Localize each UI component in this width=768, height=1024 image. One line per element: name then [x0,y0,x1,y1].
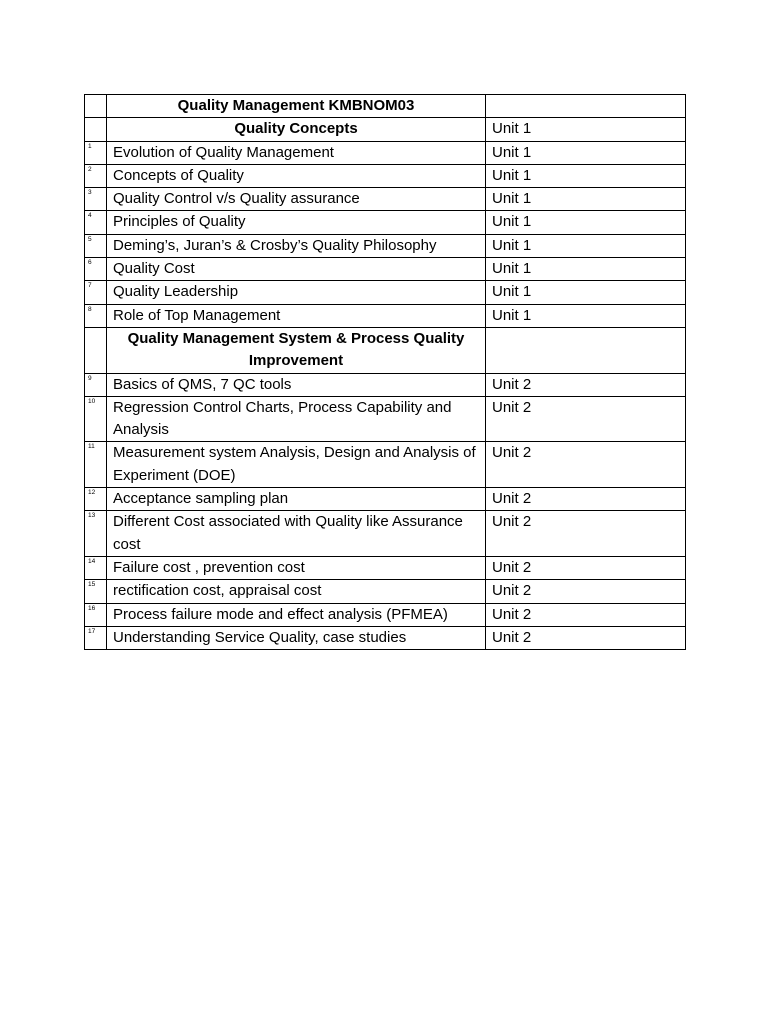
row-number: 13 [85,511,107,557]
table-row [85,281,686,304]
section-heading: Quality Management System & Process Quality Improvement [107,327,486,373]
row-number: 1 [85,141,107,164]
unit-cell: Unit 1 [486,164,686,187]
topic-cell: Role of Top Management [107,304,486,327]
topic-cell: Measurement system Analysis, Design and Analysis of Experiment (DOE) [107,442,486,488]
topic-cell: Evolution of Quality Management [107,141,486,164]
unit-cell: Unit 1 [486,188,686,211]
table-row [85,234,686,257]
row-number: 4 [85,211,107,234]
table-row [85,442,686,488]
unit-cell: Unit 2 [486,373,686,396]
topic-cell: Acceptance sampling plan [107,488,486,511]
unit-cell: Unit 2 [486,442,686,488]
table-row [85,164,686,187]
syllabus-table-body [85,95,686,650]
topic-cell: Basics of QMS, 7 QC tools [107,373,486,396]
topic-cell: Quality Control v/s Quality assurance [107,188,486,211]
row-number: 2 [85,164,107,187]
title-num-cell [85,95,107,118]
course-title: Quality Management KMBNOM03 [107,95,486,118]
row-number: 9 [85,373,107,396]
topic-cell: rectification cost, appraisal cost [107,580,486,603]
row-number: 15 [85,580,107,603]
topic-cell: Quality Cost [107,258,486,281]
unit-cell: Unit 1 [486,258,686,281]
topic-cell: Understanding Service Quality, case studies [107,626,486,649]
unit-cell: Unit 1 [486,141,686,164]
row-number: 11 [85,442,107,488]
section-num-cell [85,327,107,373]
table-row [85,304,686,327]
unit-cell: Unit 1 [486,211,686,234]
topic-cell: Failure cost , prevention cost [107,556,486,579]
topic-cell: Different Cost associated with Quality like Assurance cost [107,511,486,557]
unit-cell: Unit 1 [486,281,686,304]
table-row [85,580,686,603]
section-heading: Quality Concepts [107,118,486,141]
topic-cell: Principles of Quality [107,211,486,234]
row-number: 17 [85,626,107,649]
table-row [85,188,686,211]
table-row [85,603,686,626]
topic-cell: Concepts of Quality [107,164,486,187]
unit-cell: Unit 2 [486,556,686,579]
section-num-cell [85,118,107,141]
table-row [85,141,686,164]
row-number: 12 [85,488,107,511]
topic-cell: Quality Leadership [107,281,486,304]
table-row [85,626,686,649]
unit-cell: Unit 2 [486,511,686,557]
table-row [85,488,686,511]
unit-cell: Unit 2 [486,603,686,626]
row-number: 7 [85,281,107,304]
table-row [85,211,686,234]
topic-cell: Deming’s, Juran’s & Crosby’s Quality Philosophy [107,234,486,257]
topic-cell: Regression Control Charts, Process Capability and Analysis [107,396,486,442]
section-heading-row [85,118,686,141]
unit-cell: Unit 1 [486,234,686,257]
row-number: 16 [85,603,107,626]
table-row [85,556,686,579]
row-number: 3 [85,188,107,211]
section-unit [486,327,686,373]
unit-cell: Unit 1 [486,304,686,327]
syllabus-table [84,94,686,650]
section-unit: Unit 1 [486,118,686,141]
table-row [85,511,686,557]
table-row [85,396,686,442]
row-number: 5 [85,234,107,257]
unit-cell: Unit 2 [486,626,686,649]
table-row [85,258,686,281]
table-row [85,373,686,396]
section-heading-row [85,327,686,373]
unit-cell: Unit 2 [486,580,686,603]
row-number: 8 [85,304,107,327]
row-number: 10 [85,396,107,442]
title-unit-cell [486,95,686,118]
unit-cell: Unit 2 [486,396,686,442]
table-title-row [85,95,686,118]
row-number: 14 [85,556,107,579]
topic-cell: Process failure mode and effect analysis (PFMEA) [107,603,486,626]
row-number: 6 [85,258,107,281]
unit-cell: Unit 2 [486,488,686,511]
